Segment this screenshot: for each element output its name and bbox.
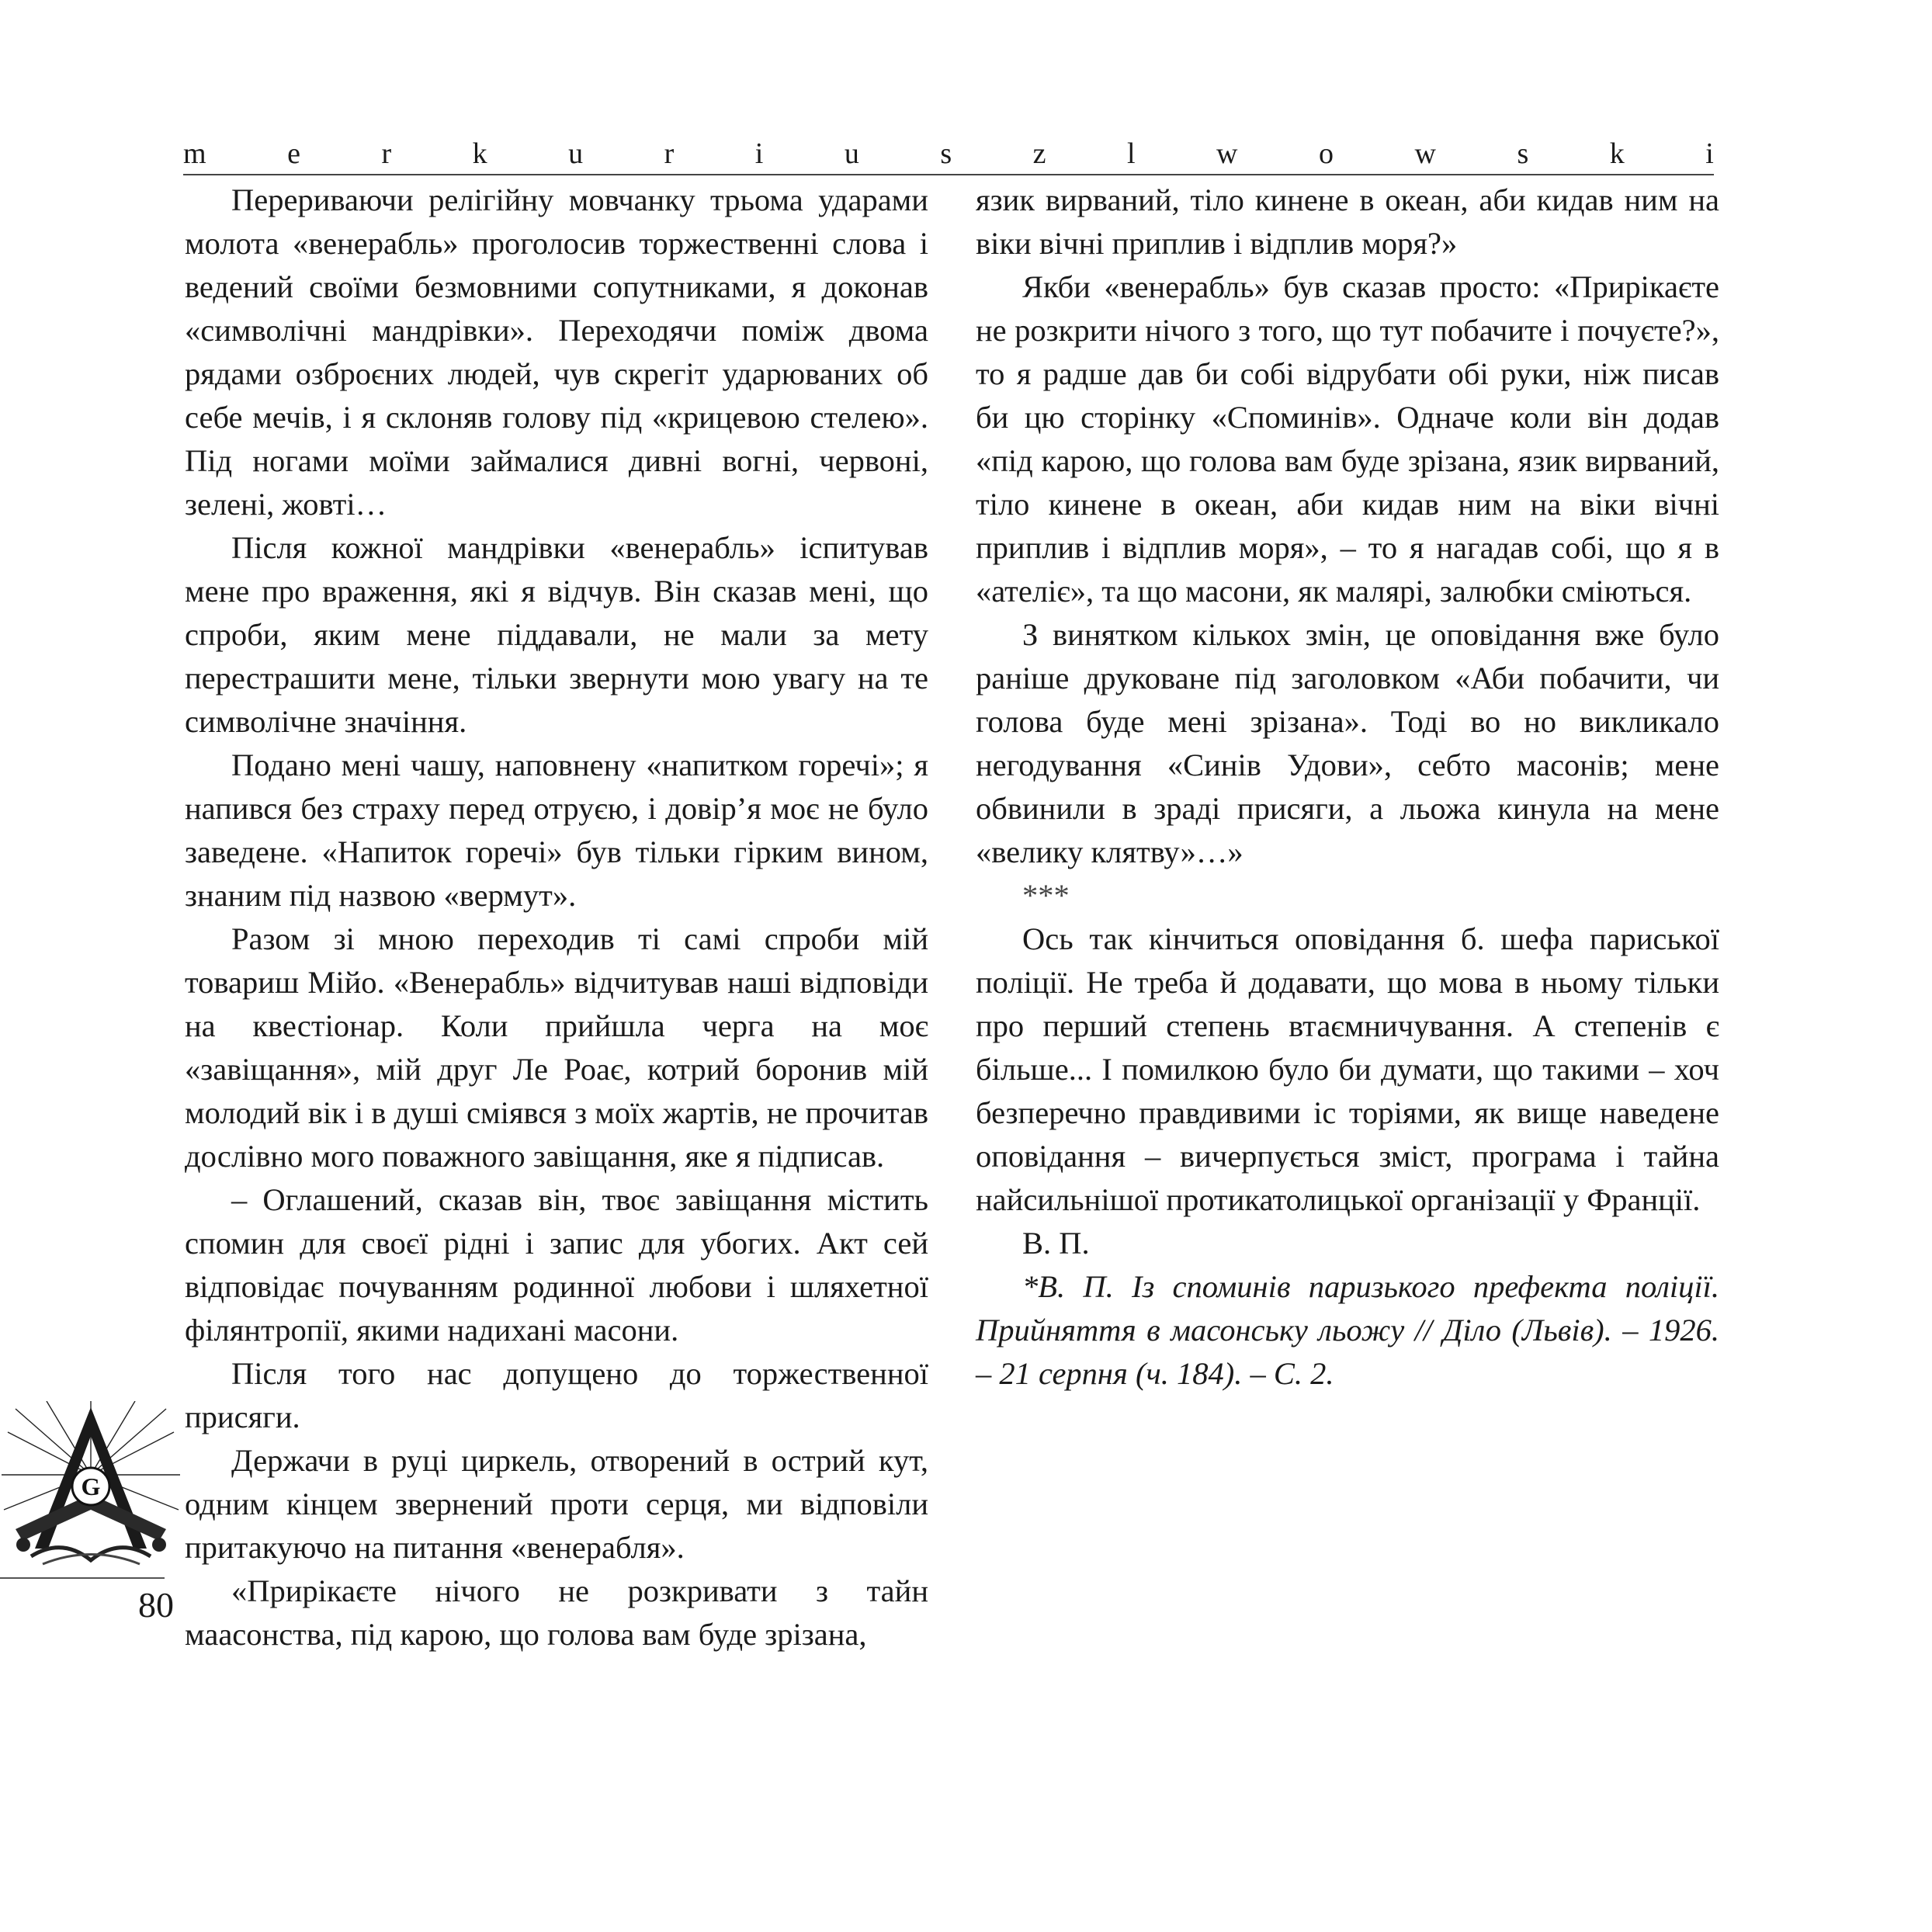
paragraph: Перериваючи релігійну мовчанку трьома ударами молота «венерабль» проголосив торжественні слова і ведений своїми безмовними сопутниками, я доконав «символічні мандрівки». Переходячи поміж двома рядами озброєних людей, чув скрегіт ударюваних об себе мечів, і я склоняв голову під «крицевою стелею». Під ногами моїми займалися дивні вогні, червоні, зелені, жовті… bbox=[185, 182, 928, 522]
header-letter: k bbox=[472, 137, 487, 170]
header-letter: i bbox=[754, 137, 764, 170]
paragraph: З винятком кількох змін, це оповідання вже було раніше друковане під заголовком «Аби побачити, чи голова буде мені зрізана». Тоді во но викликало негодування «Синів Удови», себто масонів; мене обвинили в зраді присяги, а льожа кинула на мене «велику клятву»…» bbox=[976, 617, 1719, 869]
header-letter: i bbox=[1705, 137, 1714, 170]
header-letter: w bbox=[1216, 137, 1238, 170]
header-rule bbox=[183, 174, 1714, 175]
header-letter: s bbox=[1517, 137, 1529, 170]
right-column bbox=[976, 179, 1719, 1396]
header-letter: o bbox=[1319, 137, 1334, 170]
paragraph: Ось так кінчиться оповідання б. шефа париської поліції. Не треба й додавати, що мова в ньому тільки про перший степень втаємничування. А степенів є більше... І помилкою було би думати, що такими – хоч безперечно правдивими іс торіями, як вище наведене оповідання – вичерпується зміст, програма і тайна найсильнішої протикатолицької організації у Франції. bbox=[976, 921, 1719, 1217]
header-letter: e bbox=[287, 137, 300, 170]
header-letter: z bbox=[1032, 137, 1046, 170]
paragraph: Подано мені чашу, наповнену «напитком горечі»; я напився без страху перед отруєю, і довір’я моє не було заведене. «Напиток горечі» був тільки гірким вином, знаним під назвою «вермут». bbox=[185, 747, 928, 913]
header-letter: w bbox=[1414, 137, 1436, 170]
header-letter: u bbox=[568, 137, 584, 170]
paragraph: Після того нас допущено до торжественної присяги. bbox=[185, 1356, 928, 1434]
paragraph: «Прирікаєте нічого не розкривати з тайн маасонства, під карою, що голова вам буде зрізана, bbox=[185, 1573, 928, 1652]
paragraph: Після кожної мандрівки «венерабль» іспитував мене про враження, які я відчув. Він сказав мені, що спроби, яким мене піддавали, не мали за мету перестрашити мене, тільки звернути мою увагу на те символічне значіння. bbox=[185, 530, 928, 739]
header-letter: k bbox=[1609, 137, 1625, 170]
continued-paragraph: язик вирваний, тіло кинене в океан, аби кидав ним на віки вічні приплив і відплив моря?» bbox=[976, 182, 1719, 261]
footer-rule bbox=[0, 1577, 165, 1579]
header-letter: l bbox=[1126, 137, 1136, 170]
left-column bbox=[185, 179, 928, 1656]
citation: *В. П. Із споминів паризького префекта поліції. Прийняття в масонську льожу // Діло (Львів). – 1926. – 21 серпня (ч. 184). – С. 2. bbox=[976, 1269, 1719, 1391]
signature: В. П. bbox=[1022, 1226, 1090, 1261]
header-letter: m bbox=[183, 137, 206, 170]
header-letter: u bbox=[844, 137, 859, 170]
masonic-square-compass-g-icon bbox=[0, 1401, 182, 1576]
paragraph: Держачи в руці циркель, отворений в острий кут, одним кінцем звернений проти серця, ми відповіли притакуючо на питання «венерабля». bbox=[185, 1443, 928, 1565]
header-letter: r bbox=[381, 137, 392, 170]
page-number: 80 bbox=[138, 1585, 174, 1625]
header-letter: r bbox=[664, 137, 675, 170]
paragraph: Разом зі мною переходив ті самі спроби мій товариш Мійо. «Венерабль» відчитував наші відповіди на квестіонар. Коли прийшла черга на моє «завіщання», мій друг Ле Роає, котрий боронив мій молодий вік і в душі сміявся з моїх жартів, не прочитав дослівно мого поважного завіщання, яке я підписав. bbox=[185, 921, 928, 1174]
section-separator: *** bbox=[1022, 878, 1070, 913]
paragraph: Якби «венерабль» був сказав просто: «Прирікаєте не розкрити нічого з того, що тут побачите і почуєте?», то я радше дав би собі відрубати обі руки, ніж писав би цю сторінку «Споминів». Одначе коли він додав «під карою, що голова вам буде зрізана, язик вирваний, тіло кинене в океан, аби кидав ним на віки вічні приплив і відплив моря», – то я нагадав собі, що я в «ателіє», та що масони, як малярі, залюбки сміються. bbox=[976, 269, 1719, 609]
emblem-letter: G bbox=[81, 1472, 101, 1500]
running-header bbox=[183, 130, 1714, 171]
header-letter: s bbox=[940, 137, 952, 170]
paragraph: – Оглашений, сказав він, твоє завіщання містить спомин для своєї рідні і запис для убогих. Акт сей відповідає почуванням родинної любови і шляхетної філянтропії, якими надихані масони. bbox=[185, 1182, 928, 1348]
